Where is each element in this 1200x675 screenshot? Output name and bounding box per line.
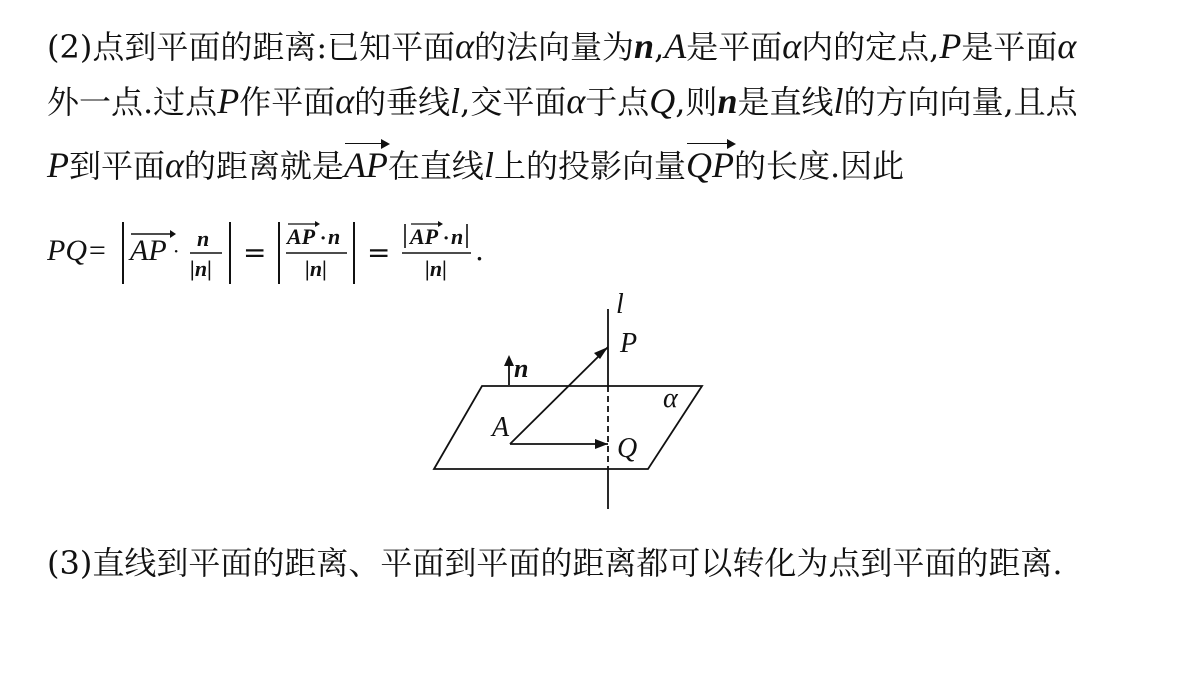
text-run: ,则	[675, 83, 718, 121]
frac-numerator: n	[197, 226, 210, 251]
vector-AP: AP	[344, 141, 388, 185]
vector-arrowhead	[315, 221, 320, 227]
var-P: P	[939, 26, 962, 66]
arrowhead-q	[595, 439, 608, 449]
var-alpha: α	[165, 145, 184, 185]
text-run: 于点	[585, 83, 650, 121]
formula-vec-ap: AP	[130, 234, 167, 267]
text-run: 是平面	[686, 28, 783, 66]
frac-numerator-n: n	[451, 224, 464, 249]
frac-numerator-ap: AP	[287, 224, 316, 249]
var-l: l	[833, 81, 844, 121]
paragraph-2-line-1	[47, 26, 1076, 67]
text-run: 的距离就是	[183, 147, 344, 185]
frac-denominator: |n|	[305, 256, 327, 281]
equals-sign: =	[367, 236, 391, 269]
text-run: 的垂线	[354, 83, 451, 121]
text-run: 在直线	[387, 147, 484, 185]
text-run: 内的定点,	[801, 28, 940, 66]
arrowhead-p	[594, 347, 608, 359]
text-run: 点到平面的距离:已知平面	[92, 28, 456, 66]
text-run: 的方向向量,且点	[843, 83, 1078, 121]
text-run: 是直线	[737, 83, 834, 121]
vector-n: n	[717, 81, 738, 121]
text-run: 的长度.因此	[733, 147, 905, 185]
label-p: P	[620, 328, 638, 359]
equals-sign: =	[243, 236, 267, 269]
text-run: ,交平面	[460, 83, 567, 121]
text-run: ,	[654, 28, 665, 66]
var-l: l	[450, 81, 461, 121]
vector-arrowhead	[438, 221, 443, 227]
distance-formula	[47, 218, 527, 293]
label-l: l	[616, 293, 624, 320]
text-run: 到平面	[69, 147, 166, 185]
arrowhead-n	[504, 355, 514, 366]
frac-numerator-n: n	[328, 224, 341, 249]
plane-alpha	[434, 386, 702, 469]
dot-operator: ·	[443, 228, 450, 249]
var-alpha: α	[566, 81, 586, 121]
var-A: A	[664, 26, 687, 66]
vector-n: n	[634, 26, 655, 66]
plane-distance-figure	[420, 293, 740, 515]
var-alpha: α	[1057, 26, 1077, 66]
text-run: 上的投影向量	[493, 147, 686, 185]
text-run: 作平面	[239, 83, 336, 121]
var-alpha: α	[335, 81, 355, 121]
var-P: P	[217, 81, 240, 121]
var-alpha: α	[782, 26, 802, 66]
formula-lhs: PQ=	[47, 234, 108, 267]
var-Q: Q	[649, 81, 676, 121]
item-label: (2)	[47, 28, 93, 66]
paragraph-2-line-2	[47, 81, 1078, 122]
label-q: Q	[617, 433, 638, 464]
text-run: 外一点.过点	[47, 83, 218, 121]
text-run: 的法向量为	[474, 28, 635, 66]
label-a: A	[492, 412, 510, 443]
paragraph-2-line-3	[47, 141, 904, 186]
text-run: 是平面	[961, 28, 1058, 66]
paragraph-3: (3)直线到平面的距离、平面到平面的距离都可以转化为点到平面的距离.	[47, 544, 1063, 582]
vector-QP: QP	[686, 141, 734, 185]
vector-arrowhead	[170, 230, 176, 238]
dot-operator: ·	[320, 228, 327, 249]
frac-numerator-ap: AP	[410, 224, 439, 249]
var-alpha: α	[455, 26, 475, 66]
label-n: n	[514, 354, 529, 383]
frac-denominator: |n|	[190, 256, 212, 281]
label-alpha: α	[663, 383, 678, 414]
frac-denominator: |n|	[425, 256, 447, 281]
var-P: P	[47, 145, 69, 185]
dot-operator: ·	[173, 239, 180, 263]
formula-period: .	[475, 234, 484, 267]
var-l: l	[483, 145, 494, 185]
